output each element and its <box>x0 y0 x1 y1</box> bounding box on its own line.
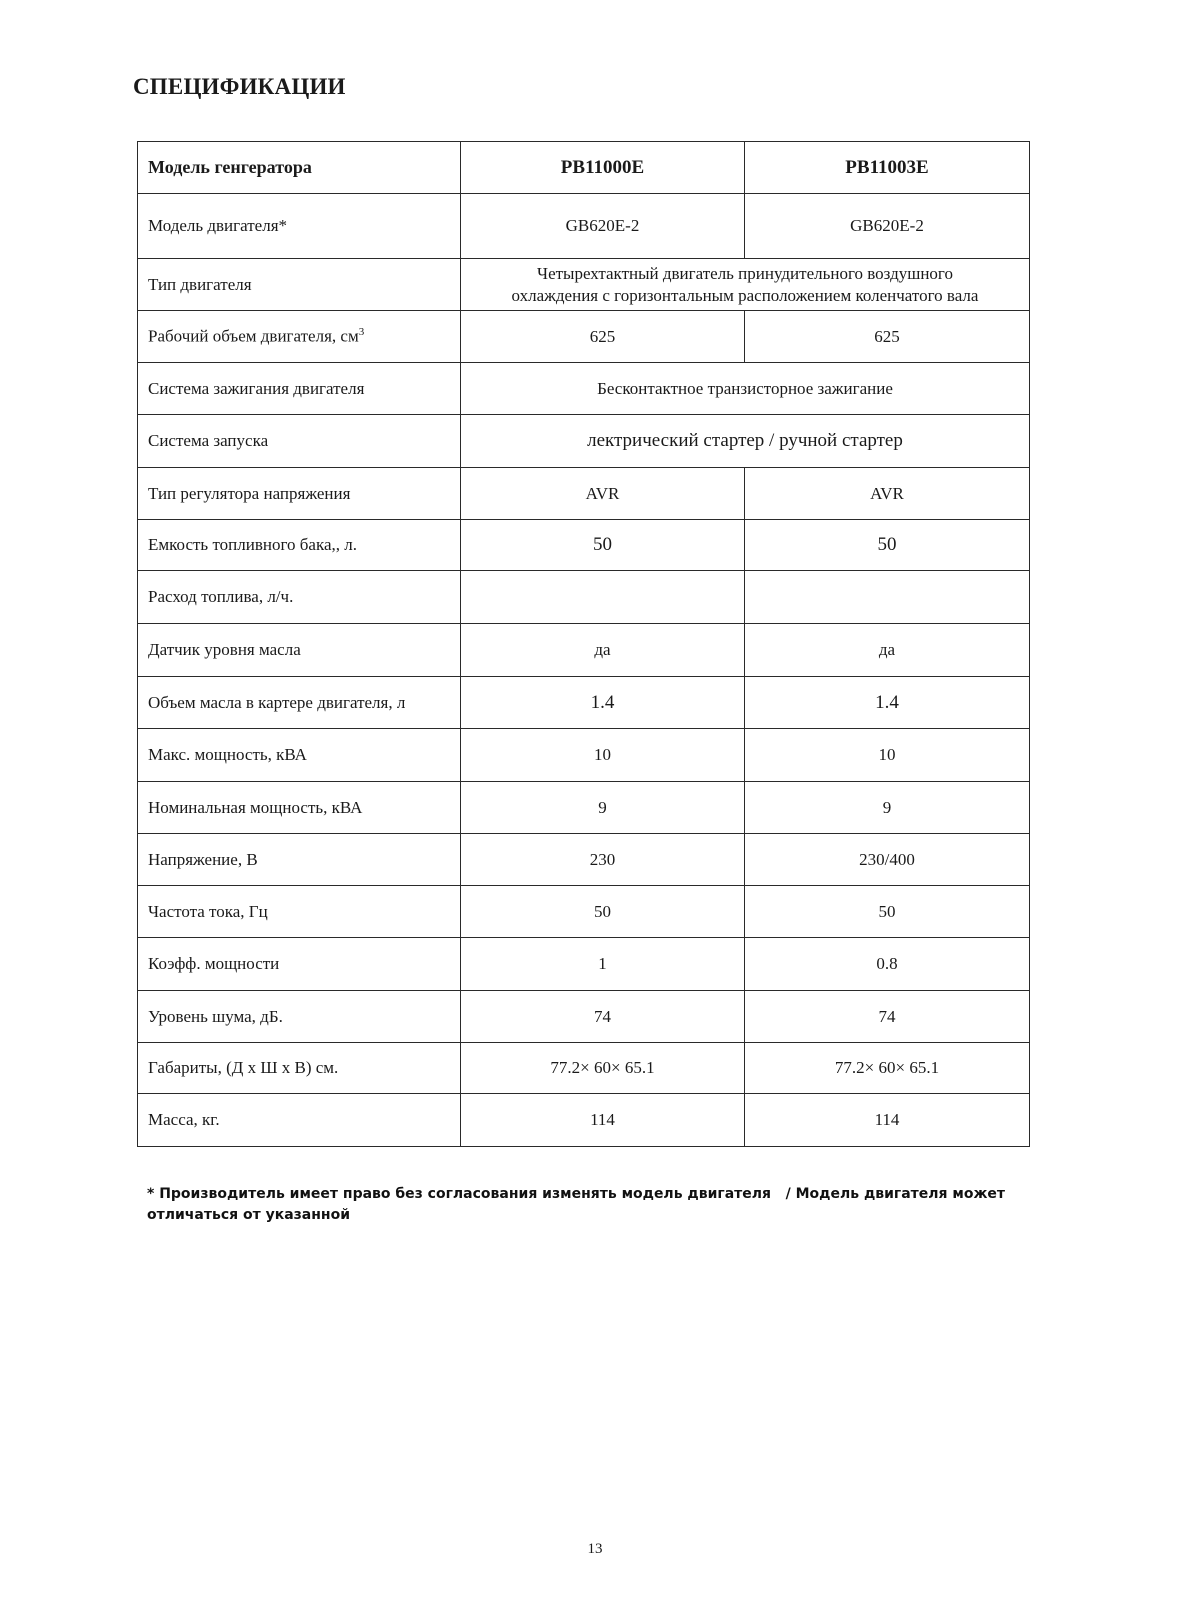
merged-value-line: охлаждения с горизонтальным расположением коленчатого вала <box>511 285 979 305</box>
merged-value: лектрический стартер / ручной стартер <box>461 415 1030 468</box>
row-label: Объем масла в картере двигателя, л <box>138 677 461 729</box>
row-label: Система запуска <box>138 415 461 468</box>
table-row <box>138 677 1030 729</box>
table-row <box>138 363 1030 415</box>
value-model-a: 77.2× 60× 65.1 <box>461 1043 745 1094</box>
row-label: Номинальная мощность, кВА <box>138 782 461 834</box>
row-label: Модель двигателя* <box>138 194 461 259</box>
table-row <box>138 834 1030 886</box>
value-model-a: 1 <box>461 938 745 991</box>
value-model-a: 114 <box>461 1094 745 1147</box>
row-label: Масса, кг. <box>138 1094 461 1147</box>
table-row <box>138 415 1030 468</box>
header-label: Модель генгератора <box>138 142 461 194</box>
value-model-b: 114 <box>745 1094 1030 1147</box>
value-model-b: 9 <box>745 782 1030 834</box>
value-model-b: 77.2× 60× 65.1 <box>745 1043 1030 1094</box>
merged-value <box>461 259 1030 311</box>
row-label: Система зажигания двигателя <box>138 363 461 415</box>
row-label <box>138 311 461 363</box>
value-model-a: 625 <box>461 311 745 363</box>
value-model-b <box>745 571 1030 624</box>
value-model-a: AVR <box>461 468 745 520</box>
value-model-a: 50 <box>461 886 745 938</box>
table-row <box>138 782 1030 834</box>
row-label: Уровень шума, дБ. <box>138 991 461 1043</box>
table-row <box>138 468 1030 520</box>
value-model-b: 10 <box>745 729 1030 782</box>
value-model-b: 74 <box>745 991 1030 1043</box>
row-label: Напряжение, В <box>138 834 461 886</box>
page-number: 13 <box>587 1541 603 1557</box>
table-row <box>138 729 1030 782</box>
value-model-b: 50 <box>745 886 1030 938</box>
table-row <box>138 259 1030 311</box>
merged-value-line: Четырехтактный двигатель принудительного воздушного <box>537 263 953 283</box>
merged-value: Бесконтактное транзисторное зажигание <box>461 363 1030 415</box>
header-model-a: PB11000E <box>461 142 745 194</box>
table-row <box>138 991 1030 1043</box>
header-model-b: PB11003E <box>745 142 1030 194</box>
value-model-a: 9 <box>461 782 745 834</box>
row-label: Габариты, (Д х Ш х В) см. <box>138 1043 461 1094</box>
page-title: СПЕЦИФИКАЦИИ <box>133 74 346 99</box>
value-model-b: 50 <box>745 520 1030 571</box>
table-row <box>138 624 1030 677</box>
value-model-b: 230/400 <box>745 834 1030 886</box>
row-label: Коэфф. мощности <box>138 938 461 991</box>
row-label: Макс. мощность, кВА <box>138 729 461 782</box>
table-row <box>138 311 1030 363</box>
row-label: Расход топлива, л/ч. <box>138 571 461 624</box>
footnote <box>147 1184 1006 1226</box>
row-label: Емкость топливного бака,, л. <box>138 520 461 571</box>
row-label: Тип двигателя <box>138 259 461 311</box>
specifications-table <box>137 141 1030 1147</box>
value-model-b: AVR <box>745 468 1030 520</box>
table-row <box>138 938 1030 991</box>
value-model-a <box>461 571 745 624</box>
table-row <box>138 1043 1030 1094</box>
value-model-b: GB620E-2 <box>745 194 1030 259</box>
value-model-a: 50 <box>461 520 745 571</box>
table-row <box>138 520 1030 571</box>
table-row <box>138 571 1030 624</box>
table-row <box>138 886 1030 938</box>
value-model-a: 10 <box>461 729 745 782</box>
footnote-line: * Производитель имеет право без согласования изменять модель двигателя / Модель двигателя может <box>147 1186 1006 1202</box>
footnote-line: отличаться от указанной <box>147 1207 351 1223</box>
table-header-row <box>138 142 1030 194</box>
value-model-b: 0.8 <box>745 938 1030 991</box>
row-label-text: Рабочий объем двигателя, см <box>148 326 359 346</box>
value-model-b: 1.4 <box>745 677 1030 729</box>
value-model-a: 74 <box>461 991 745 1043</box>
row-label: Тип регулятора напряжения <box>138 468 461 520</box>
value-model-a: да <box>461 624 745 677</box>
table-row <box>138 194 1030 259</box>
value-model-a: 230 <box>461 834 745 886</box>
row-label: Датчик уровня масла <box>138 624 461 677</box>
row-label: Частота тока, Гц <box>138 886 461 938</box>
table-row <box>138 1094 1030 1147</box>
value-model-a: GB620E-2 <box>461 194 745 259</box>
value-model-a: 1.4 <box>461 677 745 729</box>
superscript: 3 <box>358 326 365 339</box>
value-model-b: да <box>745 624 1030 677</box>
value-model-b: 625 <box>745 311 1030 363</box>
